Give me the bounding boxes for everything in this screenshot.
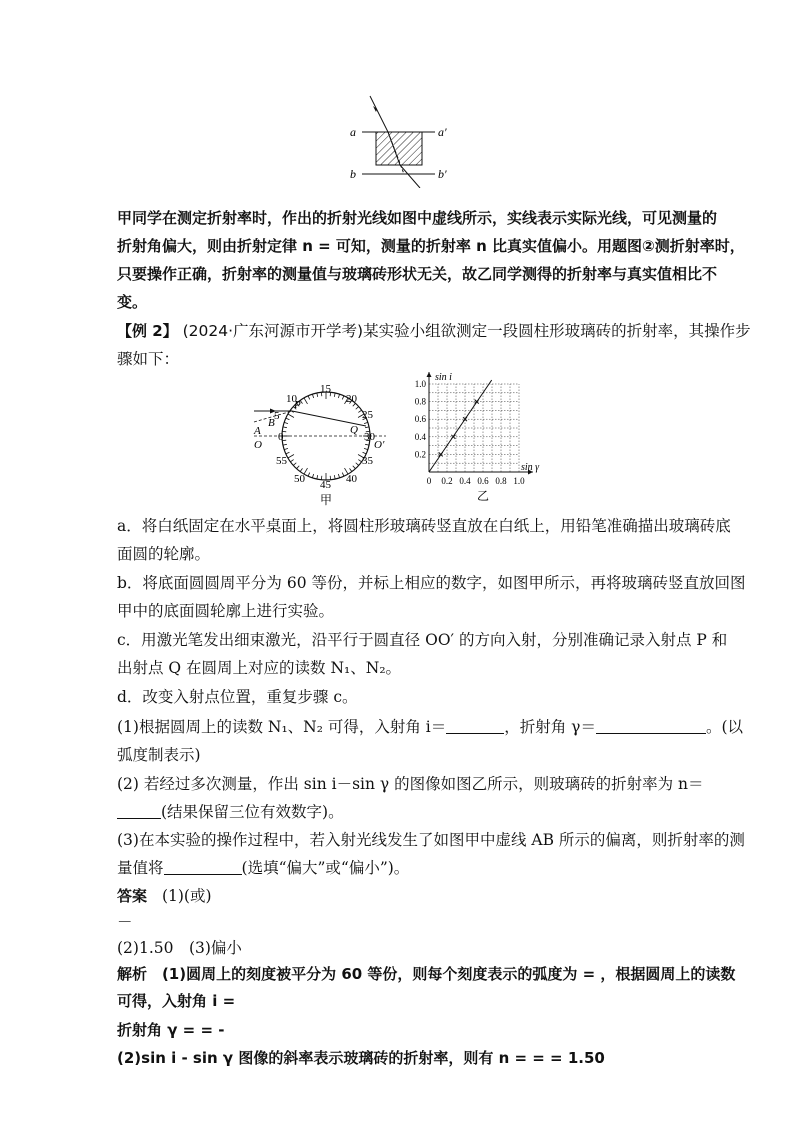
tick-label: 25 [362,409,373,421]
figure-caption-yi: 乙 [477,489,490,503]
circle-tick [338,394,339,398]
question-1-line2: 弧度制表示) [117,746,201,764]
tick-label: 35 [362,455,373,467]
answer-line2: － [117,913,133,931]
label-a-prime: a′ [438,125,447,139]
circle-tick [312,394,313,398]
explanation-line: 折射角偏大，则由折射定律 n = 可知，测量的折射率 n 比真实值偏小。用题图②测折射率时， [117,237,745,255]
circle-tick [356,463,359,466]
fit-line [429,380,492,472]
step-a-line2: 面圆的轮廓。 [117,545,211,563]
question-3-line2 [117,857,409,879]
point-label-a: A [254,425,261,437]
circle-tick [308,473,310,477]
circle-tick [293,463,296,466]
step-c-line1: c．用激光笔发出细束激光，沿平行于圆直径 OO′ 的方向入射，分别准确记录入射点 P 和 [117,631,728,649]
analysis-line3: 折射角 γ = = - [117,1021,225,1039]
tick-label: 0 [278,431,284,443]
x-tick-label: 1.0 [513,476,525,486]
answer-line3: (2)1.50 (3)偏小 [117,939,242,957]
chart-grid [429,384,519,472]
y-axis-label: sin i [435,372,452,383]
q3-text-c: (选填“偏大”或“偏小”)。 [241,859,410,877]
circle-tick [284,448,288,449]
example-stem-line2: 骤如下： [117,350,180,368]
tick-label: 55 [276,455,287,467]
point-label-q: Q [350,424,358,436]
circle-tick [364,448,368,449]
q1-text-a: (1)根据圆周上的读数 N₁、N₂ 可得，入射角 i＝ [117,718,447,736]
data-point [451,435,455,439]
circle-tick [288,455,294,459]
tick-label: 45 [320,479,331,491]
figure-caption-jia: 甲 [320,493,333,506]
answer-line1 [117,885,212,907]
emergent-ray [400,165,420,188]
y-tick-label: 0.8 [414,396,426,407]
y-tick-label: 0.6 [414,414,426,425]
example-heading [117,320,751,342]
tick-label: 40 [346,473,357,485]
circle-tick [356,407,359,410]
tick-label: 5 [274,410,280,422]
circle-tick [283,427,287,428]
circle-tick [286,452,290,454]
circle-tick [283,444,287,445]
y-axis-arrow-icon [427,372,432,377]
example-tag: 【例 2】 [117,322,178,340]
x-axis-label: sin γ [521,462,540,473]
circle-tick [312,474,313,478]
x-tick-label: 0 [426,476,432,486]
point-label-p: P [294,399,301,411]
incident-ray [370,96,388,132]
circle-tick [317,393,318,397]
analysis-line1 [117,963,735,985]
tick-label: 15 [320,383,331,395]
y-tick-label: 0.4 [414,431,426,442]
step-d: d．改变入射点位置，重复步骤 c。 [117,688,358,706]
explanation-line: 只要操作正确，折射率的测量值与玻璃砖形状无关，故乙同学测得的折射率与真实值相比不 [117,265,718,283]
analysis-text: (1)圆周上的刻度被平分为 60 等份，则每个刻度表示的弧度为 = ，根据圆周上的读数 [161,965,736,983]
y-tick-label: 1.0 [414,379,426,389]
tick-label: 10 [286,393,297,405]
circle-tick [304,398,308,404]
circle-tick [364,422,368,423]
chart-marks [429,380,492,472]
point-label-b: B [268,417,275,429]
tick-label: 50 [294,473,305,485]
q2-blank-refractive-index[interactable] [117,803,161,819]
circle-tick [288,414,294,418]
step-a-line1: a．将白纸固定在水平桌面上，将圆柱形玻璃砖竖直放在白纸上，用铅笔准确描出玻璃砖底 [117,517,731,535]
question-1-line1 [117,716,743,738]
question-2-line2 [117,801,344,823]
circle-tick [290,460,293,462]
circle-tick [286,418,290,420]
circle-tick [284,422,288,423]
q1-blank-refraction-angle[interactable] [596,718,706,734]
label-a: a [350,125,356,139]
figure-jia [246,378,396,506]
x-tick-label: 0.6 [477,476,489,486]
x-tick-label: 0.4 [459,476,471,486]
circle-tick [363,452,367,454]
q1-blank-incident-angle[interactable] [446,718,504,734]
tick-label: 30 [364,431,375,443]
circle-tick [342,473,344,477]
example-source: (2024·广东河源市开学考) [182,322,364,340]
step-c-line2: 出射点 Q 在圆周上对应的读数 N₁、N₂。 [117,659,402,677]
analysis-line2: 可得，入射角 i = [117,992,236,1010]
x-tick-label: 0.8 [495,476,507,486]
glass-block-figure [340,92,460,188]
label-b-prime: b′ [438,167,447,181]
circle-tick [334,393,335,397]
step-b-line2: 甲中的底面圆轮廓上进行实验。 [117,602,335,620]
circle-tick [350,468,352,471]
q1-text-b: ，折射角 γ＝ [504,718,596,736]
question-3-line1: (3)在本实验的操作过程中，若入射光线发生了如图甲中虚线 AB 所示的偏离，则折射率的测 [117,831,745,849]
y-tick-label: 0.2 [414,449,426,460]
label-b: b [350,167,356,181]
step-b-line1: b．将底面圆圆周平分为 60 等份，并标上相应的数字，如图甲所示，再将玻璃砖竖直放回图 [117,574,746,592]
analysis-line4: (2)sin i - sin γ 图像的斜率表示玻璃砖的折射率，则有 n = = = 1.50 [117,1049,605,1067]
q3-blank-bias[interactable] [164,859,242,875]
analysis-label: 解析 [117,965,148,983]
x-tick-label: 0.2 [441,476,453,486]
answer-part1: (1)(或) [161,887,212,905]
question-2-line1: (2) 若经过多次测量，作出 sin i－sin γ 的图像如图乙所示，则玻璃砖的折射率为 n＝ [117,775,704,793]
circle-tick [300,468,302,471]
point-label-o-prime: O′ [374,439,385,451]
explanation-line: 变。 [117,293,148,311]
circle-tick [353,466,356,469]
example-stem: 某实验小组欲测定一段圆柱形玻璃砖的折射率，其操作步 [363,322,751,340]
circle-tick [338,474,339,478]
q1-text-c: 。(以 [705,718,744,736]
tick-label: 20 [346,393,357,405]
answer-label: 答案 [117,887,148,905]
q2-text-b: (结果保留三位有效数字)。 [161,803,344,821]
figure-yi [405,370,555,506]
explanation-line: 甲同学在测定折射率时，作出的折射光线如图中虚线所示，实线表示实际光线，可见测量的 [117,209,718,227]
point-label-o: O [254,439,262,451]
q3-text-b: 量值将 [117,859,164,877]
circle-tick [297,466,300,469]
